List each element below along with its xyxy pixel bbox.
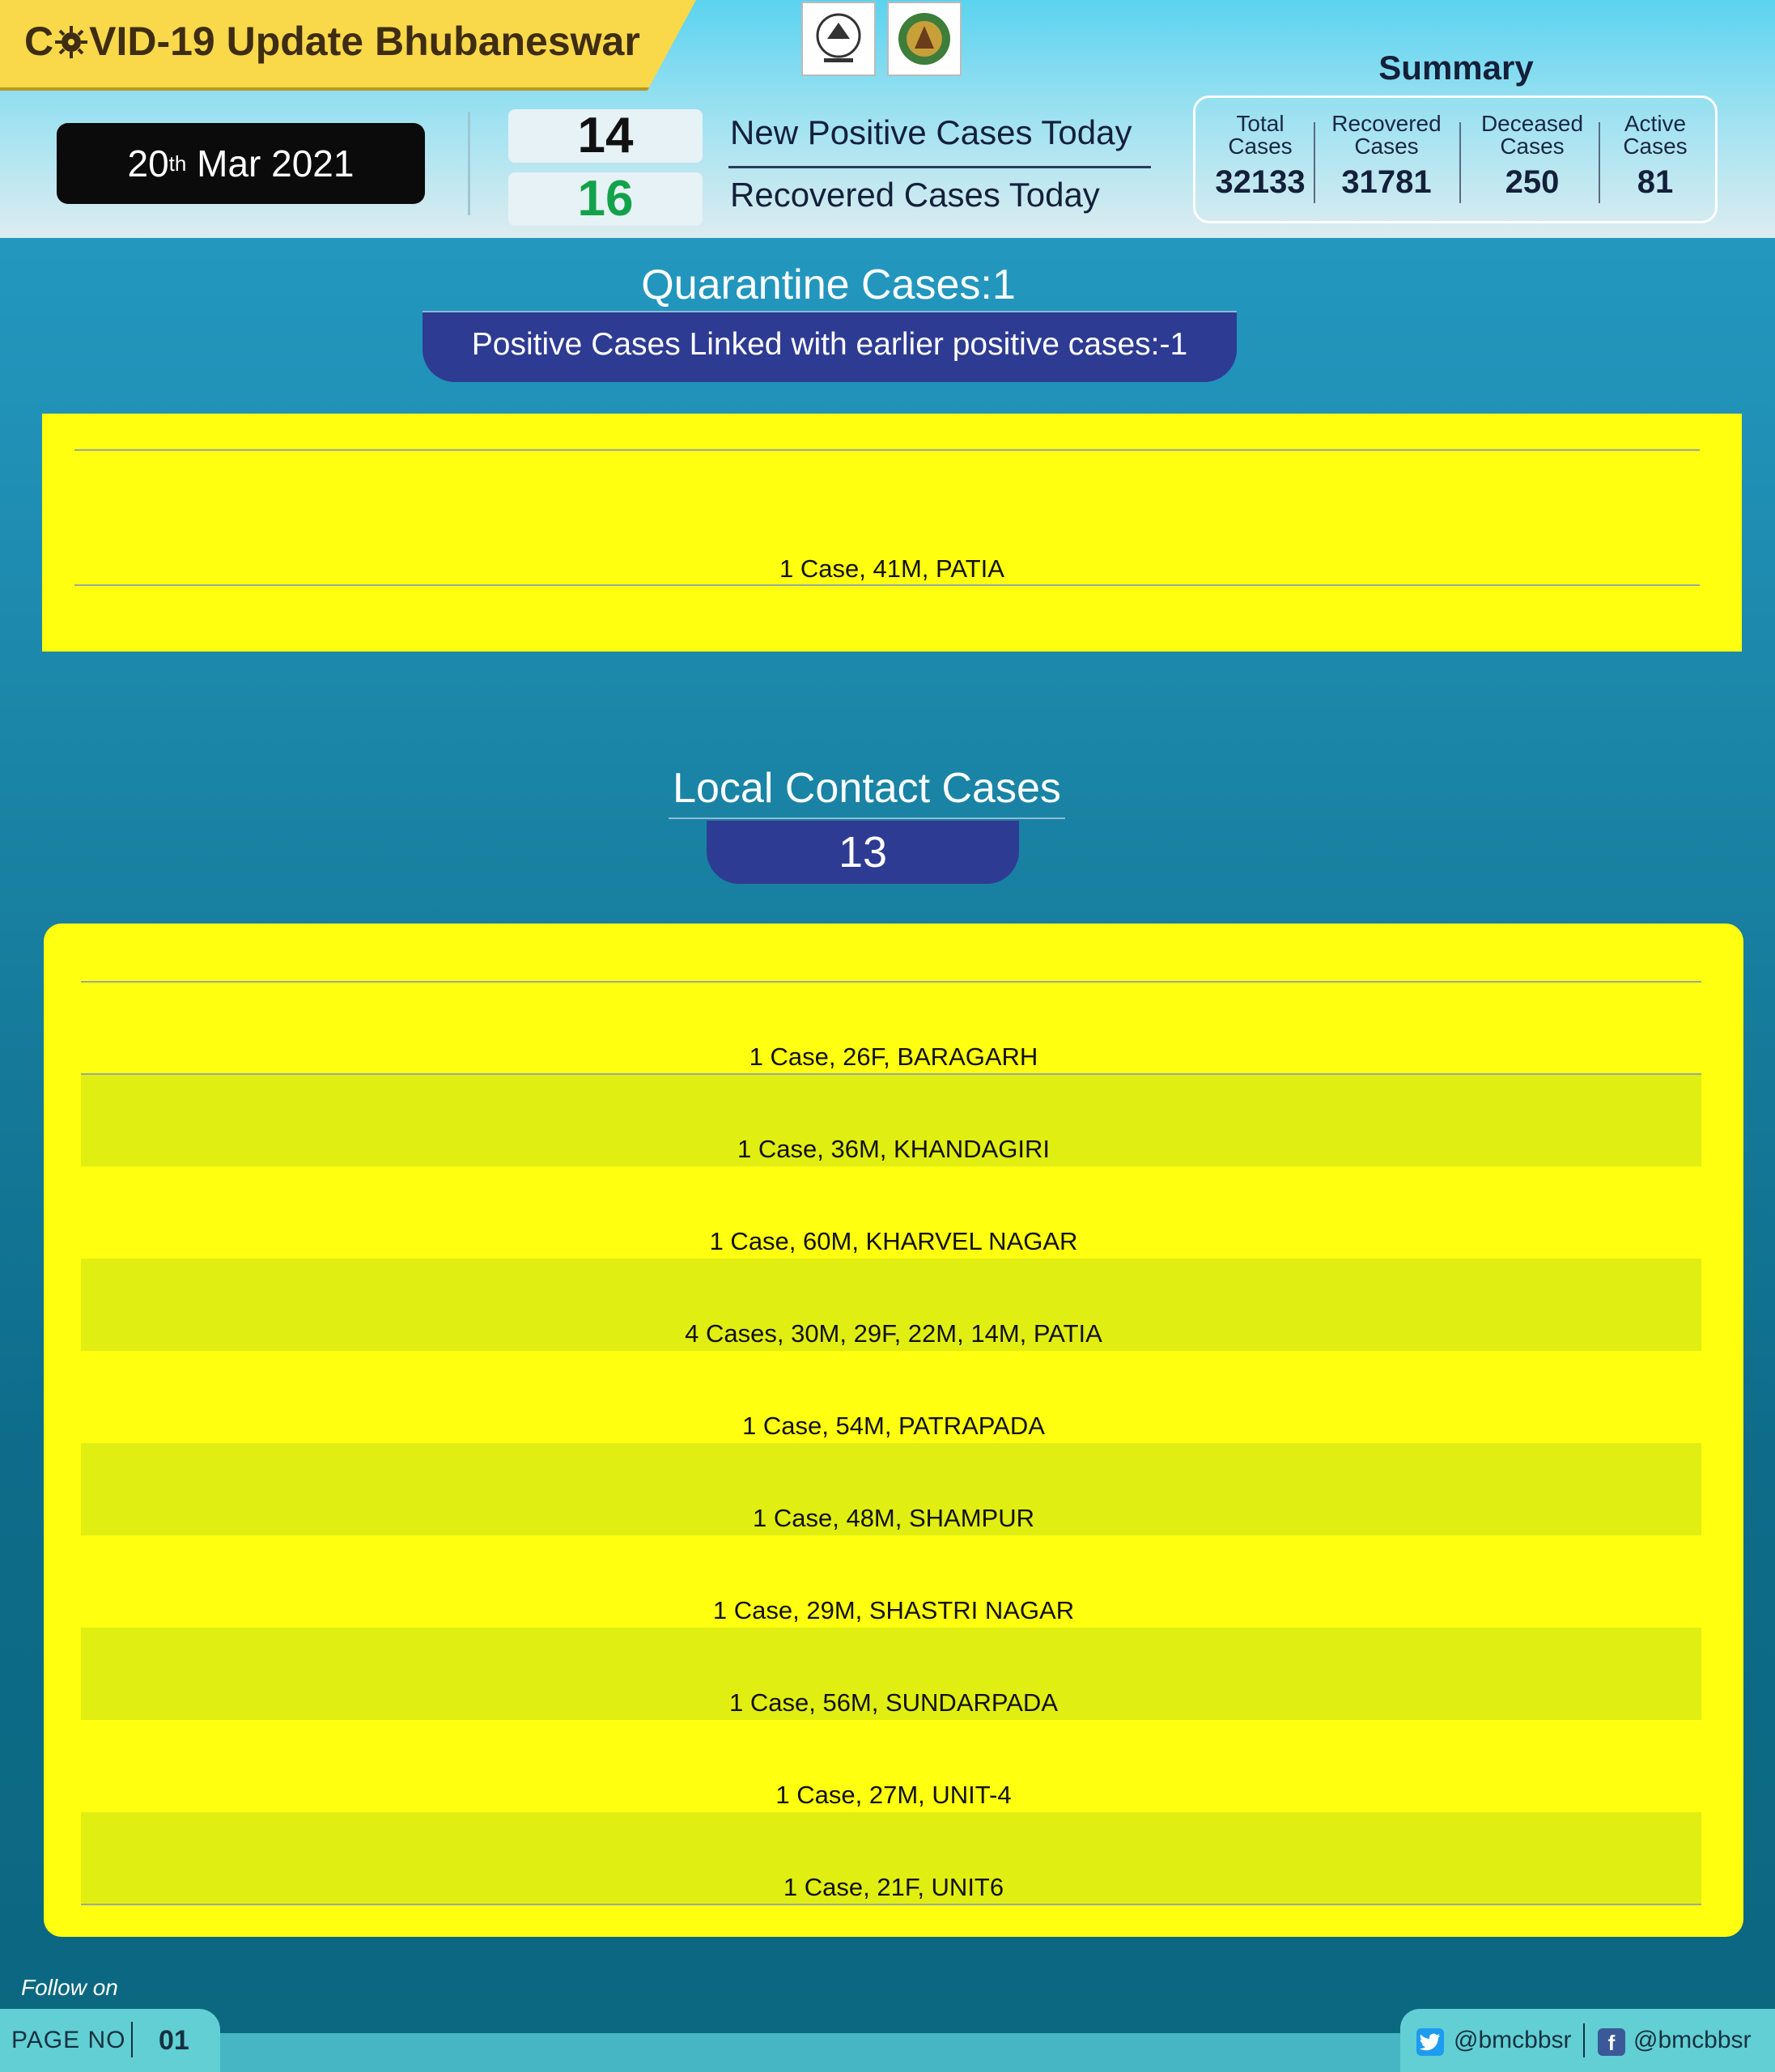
twitter-icon[interactable]: [1416, 2028, 1444, 2056]
header-bar: [0, 0, 1775, 238]
new-positive-label: New Positive Cases Today: [730, 113, 1132, 151]
local-case-row: 1 Case, 48M, SHAMPUR: [753, 1504, 1034, 1532]
label-divider: [728, 166, 1151, 168]
summary-deceased: Deceased Cases 250: [1480, 111, 1584, 200]
summary-recovered: Recovered Cases 31781: [1331, 111, 1442, 200]
summary-divider: [1314, 122, 1315, 203]
summary-total: Total Cases 32133: [1215, 111, 1306, 200]
summary-divider: [1459, 122, 1461, 203]
bmc-logo: [887, 2, 962, 76]
row-divider: [74, 449, 1700, 451]
twitter-handle[interactable]: @bmcbbsr: [1454, 2027, 1572, 2053]
row-divider: [81, 981, 1701, 983]
row-divider: [81, 1904, 1701, 1905]
local-case-row: 4 Cases, 30M, 29F, 22M, 14M, PATIA: [685, 1319, 1102, 1348]
row-divider: [74, 584, 1700, 586]
page-number-tab: [0, 2009, 220, 2072]
facebook-icon[interactable]: f: [1598, 2028, 1625, 2056]
quarantine-subtitle: Positive Cases Linked with earlier positive cases:-1: [423, 311, 1237, 382]
social-divider: [1583, 2023, 1585, 2057]
new-positive-count: 14: [508, 109, 703, 163]
summary-panel: [1193, 96, 1718, 223]
page-number: 01: [159, 2025, 189, 2056]
local-case-row: 1 Case, 27M, UNIT-4: [775, 1781, 1012, 1809]
date-badge: 20 th Mar 2021: [57, 123, 425, 204]
local-contact-count: 13: [707, 821, 1019, 884]
social-links: [1400, 2009, 1775, 2072]
summary-title: Summary: [1378, 49, 1534, 87]
quarantine-title: Quarantine Cases:1: [641, 261, 1016, 308]
follow-on-label: Follow on: [21, 1975, 118, 2000]
page-label: PAGE NO: [11, 2027, 126, 2053]
page-divider: [131, 2022, 133, 2057]
summary-divider: [1599, 122, 1600, 203]
virus-icon: [53, 24, 89, 60]
row-divider: [81, 1073, 1701, 1075]
local-case-row: 1 Case, 54M, PATRAPADA: [742, 1412, 1045, 1440]
local-case-row: 1 Case, 29M, SHASTRI NAGAR: [712, 1596, 1075, 1624]
quarantine-case-row: 1 Case, 41M, PATIA: [779, 554, 1004, 583]
summary-active: Active Cases 81: [1623, 111, 1688, 200]
local-contact-panel: [44, 923, 1743, 1937]
odisha-emblem-logo: [801, 2, 876, 76]
page-title: C VID-19 Update Bhubaneswar: [24, 19, 640, 64]
facebook-handle[interactable]: @bmcbbsr: [1633, 2027, 1752, 2053]
recovered-today-count: 16: [508, 172, 703, 226]
recovered-today-label: Recovered Cases Today: [730, 176, 1100, 214]
local-case-row: 1 Case, 26F, BARAGARH: [749, 1042, 1038, 1071]
local-case-row: 1 Case, 36M, KHANDAGIRI: [737, 1135, 1050, 1163]
local-case-row: 1 Case, 56M, SUNDARPADA: [729, 1688, 1058, 1717]
quarantine-panel: [42, 414, 1742, 652]
local-contact-title: Local Contact Cases: [669, 764, 1065, 819]
header-divider: [468, 112, 470, 215]
local-case-row: 1 Case, 60M, KHARVEL NAGAR: [709, 1227, 1078, 1255]
local-case-row: 1 Case, 21F, UNIT6: [783, 1873, 1004, 1901]
